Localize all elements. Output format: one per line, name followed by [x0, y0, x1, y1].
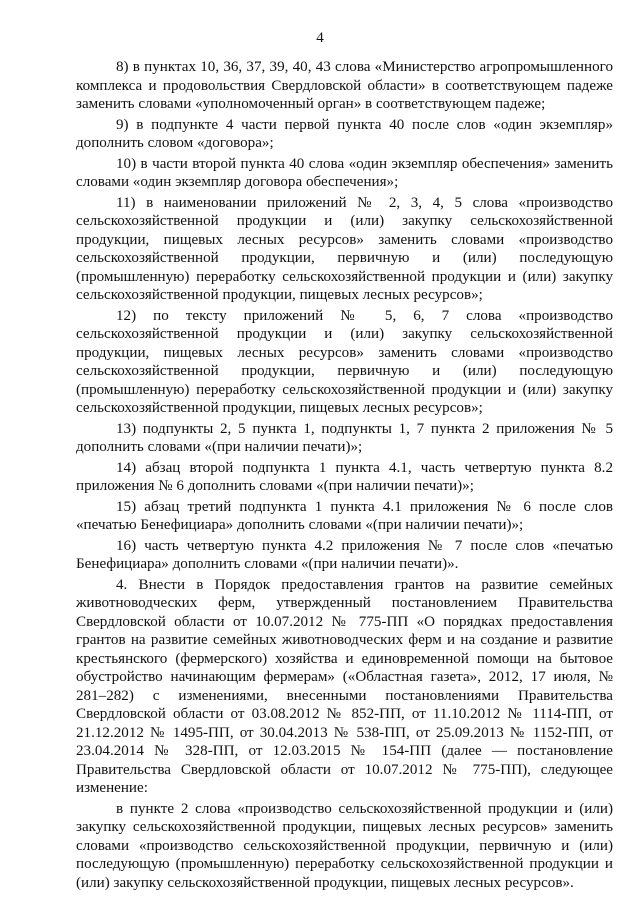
paragraph-section-4-change: в пункте 2 слова «производство сельскохозяйственной продукции и (или) закупку сельскохозяйственной продукции, пищевых лесных ресурсов» заменить словами «производство сельскохозяйственной продукции, первичную и (или) последующую (промышленную) переработку сельскохозяйственной продукции и (или) закупку сельскохозяйственной продукции, пищевых лесных ресурсов». [76, 800, 613, 891]
page-number: 4 [316, 30, 324, 46]
paragraph-item-9: 9) в подпункте 4 части первой пункта 40 после слов «один экземпляр» дополнить словом «договора»; [76, 116, 613, 151]
paragraph-item-13: 13) подпункты 2, 5 пункта 1, подпункты 1, 7 пункта 2 приложения № 5 дополнить словами «(при наличии печати)»; [76, 420, 613, 455]
paragraph-item-8: 8) в пунктах 10, 36, 37, 39, 40, 43 слова «Министерство агропромышленного комплекса и продовольствия Свердловской области» в соответствующем падеже заменить словами «уполномоченный орган» в соответствующем падеже; [76, 59, 613, 112]
paragraph-item-14: 14) абзац второй подпункта 1 пункта 4.1, часть четвертую пункта 8.2 приложения № 6 дополнить словами «(при наличии печати)»; [76, 459, 613, 494]
paragraph-item-15: 15) абзац третий подпункта 1 пункта 4.1 приложения № 6 после слов «печатью Бенефициара» дополнить словами «(при наличии печати)»; [76, 498, 613, 533]
paragraph-item-16: 16) часть четвертую пункта 4.2 приложения № 7 после слов «печатью Бенефициара» дополнить словами «(при наличии печати)». [76, 537, 613, 572]
paragraph-item-12: 12) по тексту приложений № 5, 6, 7 слова «производство сельскохозяйственной продукции и (или) закупку сельскохозяйственной продукции, пищевых лесных ресурсов» заменить словами «производство сельскохозяйственной продукции, первичную и (или) последующую (промышленную) переработку сельскохозяйственной продукции и (или) закупку сельскохозяйственной продукции, пищевых лесных ресурсов»; [76, 307, 613, 416]
document-body [76, 58, 613, 892]
paragraph-item-11: 11) в наименовании приложений № 2, 3, 4, 5 слова «производство сельскохозяйственной продукции и (или) закупку сельскохозяйственной продукции, пищевых лесных ресурсов» заменить словами «производство сельскохозяйственной продукции, первичную и (или) последующую (промышленную) переработку сельскохозяйственной продукции и (или) закупку сельскохозяйственной продукции, пищевых лесных ресурсов»; [76, 194, 613, 303]
paragraph-item-10: 10) в части второй пункта 40 слова «один экземпляр обеспечения» заменить словами «один экземпляр договора обеспечения»; [76, 155, 613, 190]
paragraph-section-4: 4. Внести в Порядок предоставления грантов на развитие семейных животноводческих ферм, утвержденный постановлением Правительства Свердловской области от 10.07.2012 № 775-ПП «О порядках предоставления грантов на развитие семейных животноводческих ферм и на создание и развитие крестьянского (фермерского) хозяйства и единовременной помощи на бытовое обустройство начинающим фермерам» («Областная газета», 2012, 17 июля, № 281–282) с изменениями, внесенными постановлениями Правительства Свердловской области от 03.08.2012 № 852-ПП, от 11.10.2012 № 1114-ПП, от 21.12.2012 № 1495-ПП, от 30.04.2013 № 538-ПП, от 25.09.2013 № 1152-ПП, от 23.04.2014 № 328-ПП, от 12.03.2015 № 154-ПП (далее — постановление Правительства Свердловской области от 10.07.2012 № 775-ПП), следующее изменение: [76, 576, 613, 796]
